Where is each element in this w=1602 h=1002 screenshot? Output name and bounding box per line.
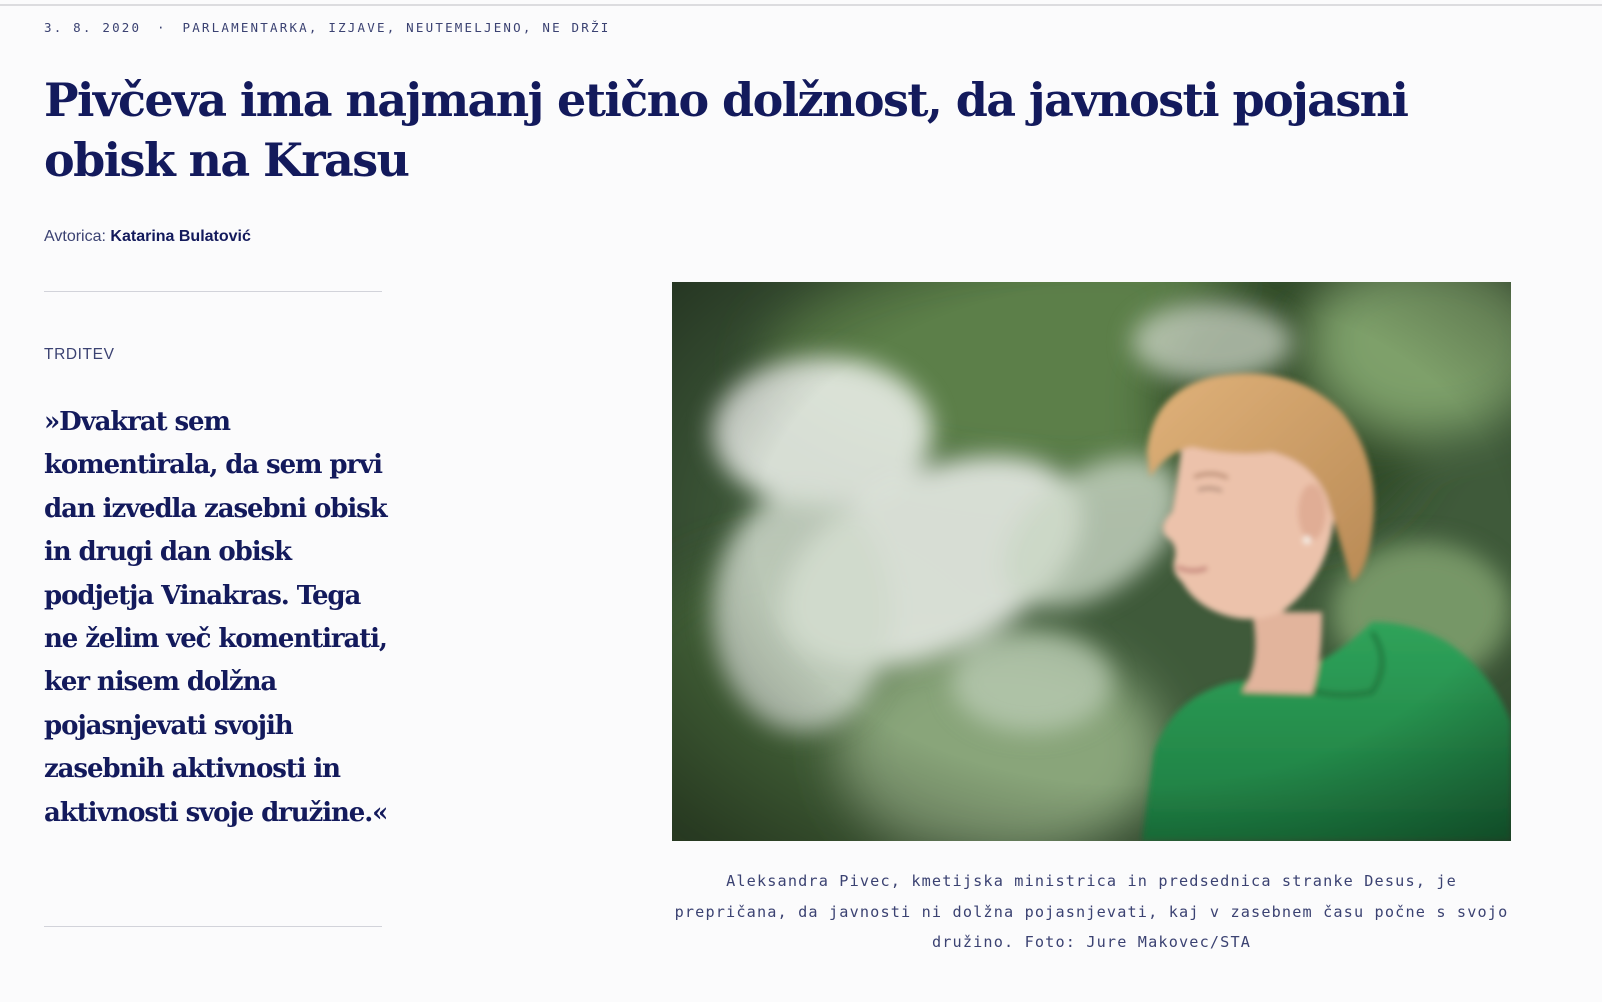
tag-link-ne-drzi[interactable]: NE DRŽI [542,20,611,35]
article-date: 3. 8. 2020 [44,20,142,35]
article-meta: 3. 8. 2020 · PARLAMENTARKA, IZJAVE, NEUTEMELJENO, NE DRŽI [44,20,611,35]
article-title: Pivčeva ima najmanj etično dolžnost, da javnosti pojasni obisk na Krasu [44,73,1408,187]
claim-quote: »Dvakrat sem komentirala, da sem prvi dan izvedla zasebni obisk in drugi dan obisk podjetja Vinakras. Tega ne želim več komentirati, ker nisem dolžna pojasnjevati svojih zasebnih aktivnosti in aktivnosti svoje družine.« [44,407,388,828]
claim-top-divider [44,291,382,292]
top-border [0,4,1602,6]
claim-bottom-divider [44,926,382,927]
meta-separator: · [157,20,167,35]
article-photo [672,282,1511,841]
byline [44,228,251,246]
claim-label: TRDITEV [44,346,115,363]
tag-link-parlamentarka[interactable]: PARLAMENTARKA [182,20,309,35]
byline-label: Avtorica: [44,228,106,245]
tag-link-neutemeljeno[interactable]: NEUTEMELJENO [406,20,523,35]
author-link[interactable]: Katarina Bulatović [110,228,251,245]
tag-link-izjave[interactable]: IZJAVE [328,20,387,35]
photo-caption: Aleksandra Pivec, kmetijska ministrica in predsednica stranke Desus, je prepričana, da javnosti ni dolžna pojasnjevati, kaj v zasebnem času počne s svojo družino. Foto: Jure Makovec/STA [674,872,1509,951]
photo-illustration [672,282,1511,841]
